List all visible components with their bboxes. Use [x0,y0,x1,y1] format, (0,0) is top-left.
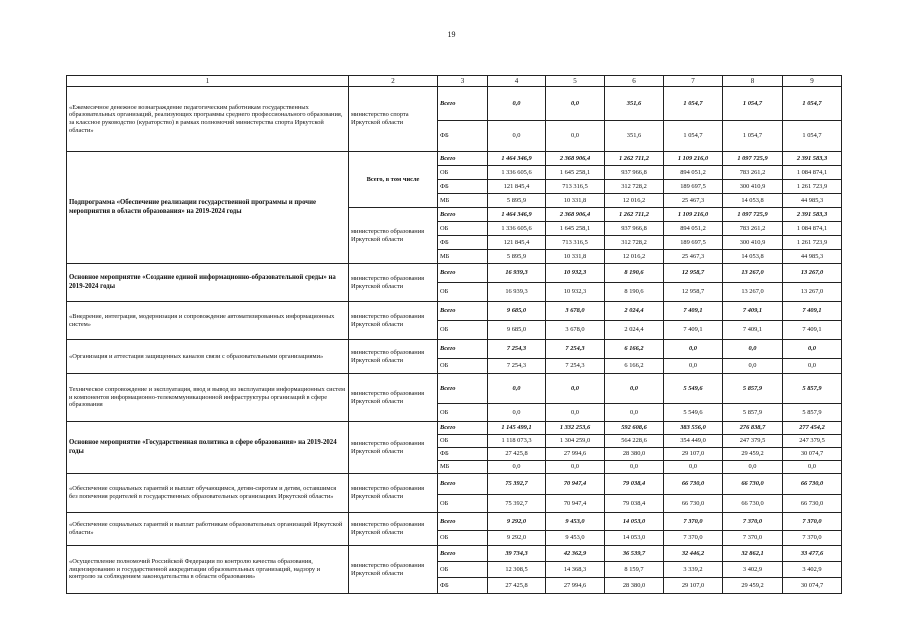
table-row [67,422,842,435]
amount-cell: 1 261 723,9 [783,236,842,250]
amount-cell: 7 409,1 [783,321,842,340]
funding-source-cell: ОБ [438,321,488,340]
executor-cell: министерство образования Иркутской области [349,302,438,340]
amount-cell: 27 425,8 [488,578,546,594]
amount-cell: 0,0 [723,461,783,474]
amount-cell: 937 966,8 [605,222,664,236]
amount-cell: 1 261 723,9 [783,180,842,194]
amount-cell: 3 678,0 [546,321,605,340]
executor-cell: министерство образования Иркутской области [349,340,438,374]
amount-cell: 121 845,4 [488,236,546,250]
amount-cell: 75 392,7 [488,474,546,495]
amount-cell: 2 024,4 [605,302,664,321]
header-cell: 5 [546,76,605,87]
measure-name: Техническое сопровождение и эксплуатация, ввод и вывод из эксплуатации информационных систем и компонентов информационно-телекоммуникационной инфраструктуры организаций в сфере образования [67,374,349,422]
funding-source-cell: ОБ [438,562,488,578]
amount-cell: 7 409,1 [664,321,723,340]
amount-cell: 7 409,1 [723,302,783,321]
amount-cell: 13 267,0 [723,283,783,302]
amount-cell: 383 556,0 [664,422,723,435]
executor-cell: министерство образования Иркутской области [349,513,438,546]
amount-cell: 5 549,6 [664,374,723,404]
amount-cell: 1 109 216,0 [664,152,723,166]
amount-cell: 7 254,3 [546,359,605,374]
executor-cell: министерство образования Иркутской области [349,546,438,594]
amount-cell: 7 370,0 [783,531,842,546]
amount-cell: 39 734,3 [488,546,546,562]
amount-cell: 0,0 [546,404,605,422]
amount-cell: 7 409,1 [664,302,723,321]
amount-cell: 6 166,2 [605,340,664,359]
amount-cell: 66 730,0 [664,474,723,495]
amount-cell: 16 939,3 [488,283,546,302]
amount-cell: 12 958,7 [664,283,723,302]
amount-cell: 7 409,1 [783,302,842,321]
amount-cell: 5 857,9 [783,404,842,422]
amount-cell: 7 370,0 [723,513,783,531]
funding-source-cell: Всего [438,546,488,562]
funding-source-cell: МБ [438,194,488,208]
amount-cell: 0,0 [546,374,605,404]
amount-cell: 5 857,9 [723,374,783,404]
funding-source-cell: Всего [438,208,488,222]
amount-cell: 5 857,9 [783,374,842,404]
amount-cell: 16 939,3 [488,264,546,283]
header-cell: 2 [349,76,438,87]
amount-cell: 0,0 [664,340,723,359]
amount-cell: 2 391 583,3 [783,152,842,166]
amount-cell: 1 054,7 [783,121,842,152]
amount-cell: 1 145 499,1 [488,422,546,435]
amount-cell: 29 107,0 [664,578,723,594]
amount-cell: 0,0 [546,121,605,152]
amount-cell: 0,0 [783,359,842,374]
table-row [67,87,842,121]
amount-cell: 25 467,3 [664,194,723,208]
executor-cell: министерство спорта Иркутской области [349,87,438,152]
amount-cell: 9 453,0 [546,513,605,531]
amount-cell: 564 228,6 [605,435,664,448]
amount-cell: 7 370,0 [664,513,723,531]
amount-cell: 12 308,5 [488,562,546,578]
amount-cell: 351,6 [605,121,664,152]
amount-cell: 2 368 906,4 [546,152,605,166]
page-number: 19 [447,30,456,39]
funding-source-cell: ОБ [438,166,488,180]
funding-source-cell: Всего [438,474,488,495]
funding-source-cell: Всего [438,374,488,404]
amount-cell: 0,0 [488,87,546,121]
amount-cell: 27 994,6 [546,578,605,594]
funding-source-cell: ОБ [438,283,488,302]
amount-cell: 10 331,8 [546,194,605,208]
measure-name: Основное мероприятие «Государственная политика в сфере образования» на 2019-2024 годы [67,422,349,474]
amount-cell: 66 730,0 [783,474,842,495]
funding-source-cell: ОБ [438,359,488,374]
amount-cell: 29 459,2 [723,578,783,594]
amount-cell: 32 446,2 [664,546,723,562]
amount-cell: 713 316,5 [546,180,605,194]
executor-cell: министерство образования Иркутской области [349,374,438,422]
table-row [67,374,842,404]
amount-cell: 7 254,3 [488,340,546,359]
amount-cell: 10 932,3 [546,264,605,283]
measure-name: Подпрограмма «Обеспечение реализации государственной программы и прочие мероприятия в области образования» на 2019-2024 годы [67,152,349,264]
executor-cell: министерство образования Иркутской области [349,422,438,474]
amount-cell: 28 380,0 [605,578,664,594]
amount-cell: 9 292,0 [488,513,546,531]
amount-cell: 30 074,7 [783,578,842,594]
amount-cell: 0,0 [546,461,605,474]
amount-cell: 14 368,3 [546,562,605,578]
amount-cell: 79 038,4 [605,474,664,495]
amount-cell: 0,0 [488,461,546,474]
amount-cell: 5 857,9 [723,404,783,422]
amount-cell: 312 728,2 [605,180,664,194]
amount-cell: 29 107,0 [664,448,723,461]
funding-source-cell: ОБ [438,495,488,513]
amount-cell: 13 267,0 [723,264,783,283]
funding-source-cell: ОБ [438,435,488,448]
amount-cell: 70 947,4 [546,474,605,495]
amount-cell: 1 304 259,0 [546,435,605,448]
amount-cell: 312 728,2 [605,236,664,250]
amount-cell: 277 454,2 [783,422,842,435]
executor-cell: министерство образования Иркутской области [349,474,438,513]
amount-cell: 1 645 258,1 [546,222,605,236]
table-row [67,474,842,495]
amount-cell: 12 016,2 [605,194,664,208]
amount-cell: 1 336 605,6 [488,166,546,180]
funding-source-cell: Всего [438,264,488,283]
funding-source-cell: Всего [438,513,488,531]
amount-cell: 30 074,7 [783,448,842,461]
amount-cell: 42 362,9 [546,546,605,562]
amount-cell: 1 084 874,1 [783,166,842,180]
measure-name: Основное мероприятие «Создание единой информационно-образовательной среды» на 2019-2024 годы [67,264,349,302]
funding-source-cell: ОБ [438,531,488,546]
funding-source-cell: ФБ [438,448,488,461]
amount-cell: 36 539,7 [605,546,664,562]
amount-cell: 66 730,0 [783,495,842,513]
amount-cell: 9 292,0 [488,531,546,546]
funding-source-cell: Всего [438,422,488,435]
amount-cell: 7 370,0 [664,531,723,546]
amount-cell: 1 332 253,6 [546,422,605,435]
amount-cell: 783 261,2 [723,222,783,236]
amount-cell: 3 402,9 [783,562,842,578]
amount-cell: 7 254,3 [488,359,546,374]
amount-cell: 894 051,2 [664,166,723,180]
amount-cell: 29 459,2 [723,448,783,461]
amount-cell: 7 409,1 [723,321,783,340]
header-cell: 3 [438,76,488,87]
amount-cell: 12 016,2 [605,250,664,264]
amount-cell: 1 109 216,0 [664,208,723,222]
amount-cell: 189 697,5 [664,180,723,194]
funding-source-cell: ОБ [438,222,488,236]
funding-source-cell: ОБ [438,404,488,422]
amount-cell: 5 895,9 [488,250,546,264]
amount-cell: 6 166,2 [605,359,664,374]
amount-cell: 13 267,0 [783,283,842,302]
amount-cell: 1 084 874,1 [783,222,842,236]
amount-cell: 0,0 [488,121,546,152]
amount-cell: 592 608,6 [605,422,664,435]
amount-cell: 0,0 [664,461,723,474]
amount-cell: 189 697,5 [664,236,723,250]
measure-name: «Внедрение, интеграция, модернизация и сопровождение автоматизированных информационных систем» [67,302,349,340]
amount-cell: 5 895,9 [488,194,546,208]
amount-cell: 66 730,0 [723,495,783,513]
amount-cell: 1 262 711,2 [605,152,664,166]
executor-cell: Всего, в том числе [349,152,438,208]
amount-cell: 3 339,2 [664,562,723,578]
amount-cell: 1 097 725,9 [723,152,783,166]
amount-cell: 79 038,4 [605,495,664,513]
table-header-row [67,76,842,87]
amount-cell: 3 402,9 [723,562,783,578]
amount-cell: 2 368 906,4 [546,208,605,222]
header-cell: 7 [664,76,723,87]
funding-source-cell: МБ [438,461,488,474]
header-cell: 6 [605,76,664,87]
amount-cell: 70 947,4 [546,495,605,513]
funding-source-cell: ФБ [438,121,488,152]
amount-cell: 0,0 [605,461,664,474]
amount-cell: 354 449,0 [664,435,723,448]
table-row [67,302,842,321]
amount-cell: 0,0 [546,87,605,121]
amount-cell: 44 985,3 [783,194,842,208]
amount-cell: 0,0 [605,374,664,404]
funding-source-cell: Всего [438,302,488,321]
measure-name: «Обеспечение социальных гарантий и выплат обучающимся, детям-сиротам и детям, оставшимся без попечения родителей в государственных образовательных организациях Иркутской области» [67,474,349,513]
amount-cell: 9 453,0 [546,531,605,546]
amount-cell: 0,0 [605,404,664,422]
amount-cell: 937 966,8 [605,166,664,180]
amount-cell: 894 051,2 [664,222,723,236]
amount-cell: 9 685,0 [488,321,546,340]
measure-name: «Осуществление полномочий Российской Федерации по контролю качества образования, лицензированию и государственной аккредитации образовательных организаций, надзору и контролю за соблюдением законодательства в области образования» [67,546,349,594]
funding-source-cell: Всего [438,152,488,166]
amount-cell: 10 932,3 [546,283,605,302]
executor-cell: министерство образования Иркутской области [349,264,438,302]
amount-cell: 0,0 [783,340,842,359]
amount-cell: 0,0 [723,340,783,359]
amount-cell: 14 053,0 [605,513,664,531]
measure-name: «Обеспечение социальных гарантий и выплат работникам образовательных организаций Иркутской области» [67,513,349,546]
amount-cell: 8 159,7 [605,562,664,578]
amount-cell: 25 467,3 [664,250,723,264]
amount-cell: 12 958,7 [664,264,723,283]
amount-cell: 7 370,0 [783,513,842,531]
amount-cell: 1 645 258,1 [546,166,605,180]
budget-table [66,75,842,594]
amount-cell: 1 464 346,9 [488,152,546,166]
amount-cell: 66 730,0 [723,474,783,495]
amount-cell: 1 118 073,3 [488,435,546,448]
funding-source-cell: МБ [438,250,488,264]
amount-cell: 1 054,7 [783,87,842,121]
amount-cell: 8 190,6 [605,283,664,302]
funding-source-cell: ФБ [438,180,488,194]
amount-cell: 247 379,5 [783,435,842,448]
amount-cell: 3 678,0 [546,302,605,321]
amount-cell: 1 054,7 [723,87,783,121]
amount-cell: 1 054,7 [723,121,783,152]
amount-cell: 27 425,8 [488,448,546,461]
amount-cell: 300 410,9 [723,180,783,194]
amount-cell: 351,6 [605,87,664,121]
amount-cell: 783 261,2 [723,166,783,180]
amount-cell: 0,0 [664,359,723,374]
amount-cell: 0,0 [723,359,783,374]
amount-cell: 8 190,6 [605,264,664,283]
amount-cell: 9 685,0 [488,302,546,321]
funding-source-cell: Всего [438,87,488,121]
amount-cell: 276 838,7 [723,422,783,435]
table-row [67,513,842,531]
table-row [67,152,842,166]
table-row [67,546,842,562]
amount-cell: 44 985,3 [783,250,842,264]
amount-cell: 1 054,7 [664,87,723,121]
amount-cell: 7 254,3 [546,340,605,359]
header-cell: 1 [67,76,349,87]
amount-cell: 1 464 346,9 [488,208,546,222]
amount-cell: 10 331,8 [546,250,605,264]
measure-name: «Организация и аттестация защищенных каналов связи с образовательными организациями» [67,340,349,374]
measure-name: «Ежемесячное денежное вознаграждение педагогическим работникам государственных образовательных организаций, реализующих программы среднего профессионального образования, за классное руководство (кураторство) в рамках полномочий министерства спорта Иркутской области» [67,87,349,152]
amount-cell: 13 267,0 [783,264,842,283]
amount-cell: 2 391 583,3 [783,208,842,222]
amount-cell: 7 370,0 [723,531,783,546]
amount-cell: 247 379,5 [723,435,783,448]
header-cell: 8 [723,76,783,87]
amount-cell: 27 994,6 [546,448,605,461]
amount-cell: 1 336 605,6 [488,222,546,236]
amount-cell: 14 053,0 [605,531,664,546]
amount-cell: 1 097 725,9 [723,208,783,222]
amount-cell: 5 549,6 [664,404,723,422]
amount-cell: 1 054,7 [664,121,723,152]
amount-cell: 0,0 [488,374,546,404]
funding-source-cell: ФБ [438,236,488,250]
amount-cell: 121 845,4 [488,180,546,194]
amount-cell: 75 392,7 [488,495,546,513]
funding-source-cell: Всего [438,340,488,359]
amount-cell: 0,0 [783,461,842,474]
amount-cell: 33 477,6 [783,546,842,562]
table-row [67,264,842,283]
table-row [67,340,842,359]
funding-source-cell: ФБ [438,578,488,594]
amount-cell: 2 024,4 [605,321,664,340]
amount-cell: 14 053,8 [723,250,783,264]
amount-cell: 28 380,0 [605,448,664,461]
amount-cell: 713 316,5 [546,236,605,250]
amount-cell: 14 053,8 [723,194,783,208]
amount-cell: 1 262 711,2 [605,208,664,222]
amount-cell: 300 410,9 [723,236,783,250]
amount-cell: 0,0 [488,404,546,422]
amount-cell: 32 862,1 [723,546,783,562]
amount-cell: 66 730,0 [664,495,723,513]
executor-cell: министерство образования Иркутской области [349,208,438,264]
header-cell: 4 [488,76,546,87]
header-cell: 9 [783,76,842,87]
